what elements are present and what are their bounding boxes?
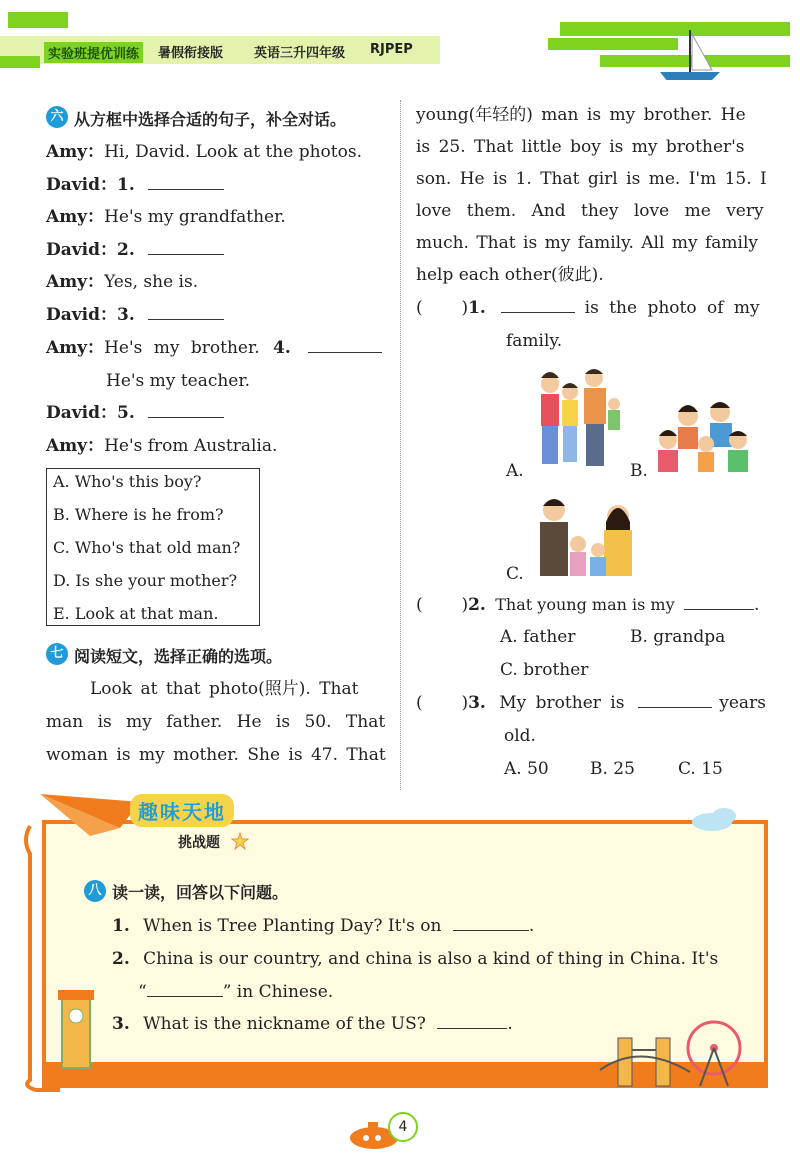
person-icon xyxy=(584,369,606,466)
person-icon xyxy=(678,405,698,449)
dialogue-line: Amy：He's my grandfather. xyxy=(46,207,286,227)
answer-blank[interactable] xyxy=(147,982,223,997)
section8-title: 读一读，回答以下问题。 xyxy=(112,883,289,902)
passage-line: help each other(彼此). xyxy=(416,265,604,285)
passage-line: is 25. That little boy is my brother's xyxy=(416,137,745,157)
passage-line: young(年轻的) man is my brother. He xyxy=(416,105,746,125)
section7-badge: 七 xyxy=(46,643,68,665)
q2-option-b[interactable]: B. grandpa xyxy=(630,627,726,647)
section6-badge: 六 xyxy=(46,106,68,128)
question-1: ( )1. is the photo of my xyxy=(416,298,760,318)
star-icon xyxy=(231,832,249,850)
choice-blank[interactable] xyxy=(428,299,456,313)
question-1-cont: family. xyxy=(506,331,563,351)
option-c: C. Who's that old man? xyxy=(53,538,241,557)
page-number: 4 xyxy=(388,1112,418,1142)
person-icon xyxy=(540,499,568,576)
q1-option-b[interactable]: B. xyxy=(630,461,648,481)
choice-blank[interactable] xyxy=(428,596,456,610)
q1-option-a[interactable]: A. xyxy=(506,461,524,481)
option-b: B. Where is he from? xyxy=(53,505,224,524)
section8-badge: 八 xyxy=(84,880,106,902)
answer-blank[interactable] xyxy=(148,175,224,190)
fun-title: 趣味天地 xyxy=(130,794,234,827)
answer-blank[interactable] xyxy=(638,693,712,708)
q2-option-c[interactable]: C. brother xyxy=(500,660,589,680)
person-icon xyxy=(590,543,606,576)
header-publisher: RJPEP xyxy=(370,42,413,57)
family-photo-a xyxy=(530,362,622,472)
dialogue-line: David：3. xyxy=(46,304,224,326)
dialogue-line: Amy：Hi, David. Look at the photos. xyxy=(46,142,362,162)
dialogue-line: Amy：He's my brother. 4. xyxy=(46,337,382,359)
clock-tower-icon xyxy=(58,990,94,1068)
option-a: A. Who's this boy? xyxy=(53,472,202,491)
passage-line: woman is my mother. She is 47. That xyxy=(46,745,386,765)
answer-blank[interactable] xyxy=(501,298,575,313)
passage-line: man is my father. He is 50. That xyxy=(46,712,386,732)
answer-blank[interactable] xyxy=(684,595,754,610)
passage-line: Look at that photo(照片). That xyxy=(90,679,359,699)
q3-option-a[interactable]: A. 50 xyxy=(504,759,549,779)
q3-option-b[interactable]: B. 25 xyxy=(590,759,635,779)
answer-blank[interactable] xyxy=(453,916,529,931)
header-bar xyxy=(0,0,800,80)
header-series: 实验班提优训练 xyxy=(44,42,143,63)
dialogue-line: David：2. xyxy=(46,239,224,261)
answer-blank[interactable] xyxy=(308,338,382,353)
fun-question-1: 1. When is Tree Planting Day? It's on . xyxy=(112,916,535,936)
choice-blank[interactable] xyxy=(428,694,456,708)
passage-line: much. That is my family. All my family xyxy=(416,233,758,253)
family-photo-c xyxy=(532,494,642,576)
person-icon xyxy=(728,431,748,472)
passage-line: love them. And they love me very xyxy=(416,201,764,221)
person-icon xyxy=(604,505,632,576)
fun-subtitle: 挑战题 xyxy=(178,835,220,851)
fun-question-2-cont: “ ” in Chinese. xyxy=(138,982,334,1002)
section7-title: 阅读短文，选择正确的选项。 xyxy=(74,647,283,666)
question-3: ( )3. My brother is years xyxy=(416,693,766,713)
options-box xyxy=(46,468,260,626)
person-icon xyxy=(710,402,732,447)
dialogue-line: Amy：He's from Australia. xyxy=(46,436,278,456)
header-decoration xyxy=(0,0,800,80)
answer-blank[interactable] xyxy=(148,240,224,255)
option-d: D. Is she your mother? xyxy=(53,571,238,590)
person-icon xyxy=(608,398,620,430)
q1-option-c[interactable]: C. xyxy=(506,564,524,584)
dialogue-line: David：5. xyxy=(46,402,224,424)
column-divider xyxy=(400,100,401,790)
answer-blank[interactable] xyxy=(437,1014,507,1029)
dialogue-line: He's my teacher. xyxy=(106,371,251,391)
person-icon xyxy=(698,436,714,472)
answer-blank[interactable] xyxy=(148,403,224,418)
question-3-cont: old. xyxy=(504,726,536,746)
option-e: E. Look at that man. xyxy=(53,604,219,623)
fun-question-2: 2. China is our country, and china is also a kind of thing in China. It's xyxy=(112,949,719,969)
family-photo-b xyxy=(656,400,752,472)
fun-question-3: 3. What is the nickname of the US? . xyxy=(112,1014,513,1034)
header-subject: 英语三升四年级 xyxy=(254,46,346,61)
q2-option-a[interactable]: A. father xyxy=(500,627,576,647)
dialogue-line: Amy：Yes, she is. xyxy=(46,272,199,292)
answer-blank[interactable] xyxy=(148,305,224,320)
person-icon xyxy=(658,430,678,472)
dialogue-line: David：1. xyxy=(46,174,224,196)
passage-line: son. He is 1. That girl is me. I'm 15. I xyxy=(416,169,767,189)
person-icon xyxy=(562,383,578,462)
person-icon xyxy=(570,536,586,576)
scroll-frame xyxy=(0,780,800,1100)
q3-option-c[interactable]: C. 15 xyxy=(678,759,723,779)
header-edition: 暑假衔接版 xyxy=(158,46,224,61)
person-icon xyxy=(541,372,559,464)
section6-title: 从方框中选择合适的句子，补全对话。 xyxy=(74,110,347,129)
question-2: ( )2. That young man is my . xyxy=(416,595,760,615)
